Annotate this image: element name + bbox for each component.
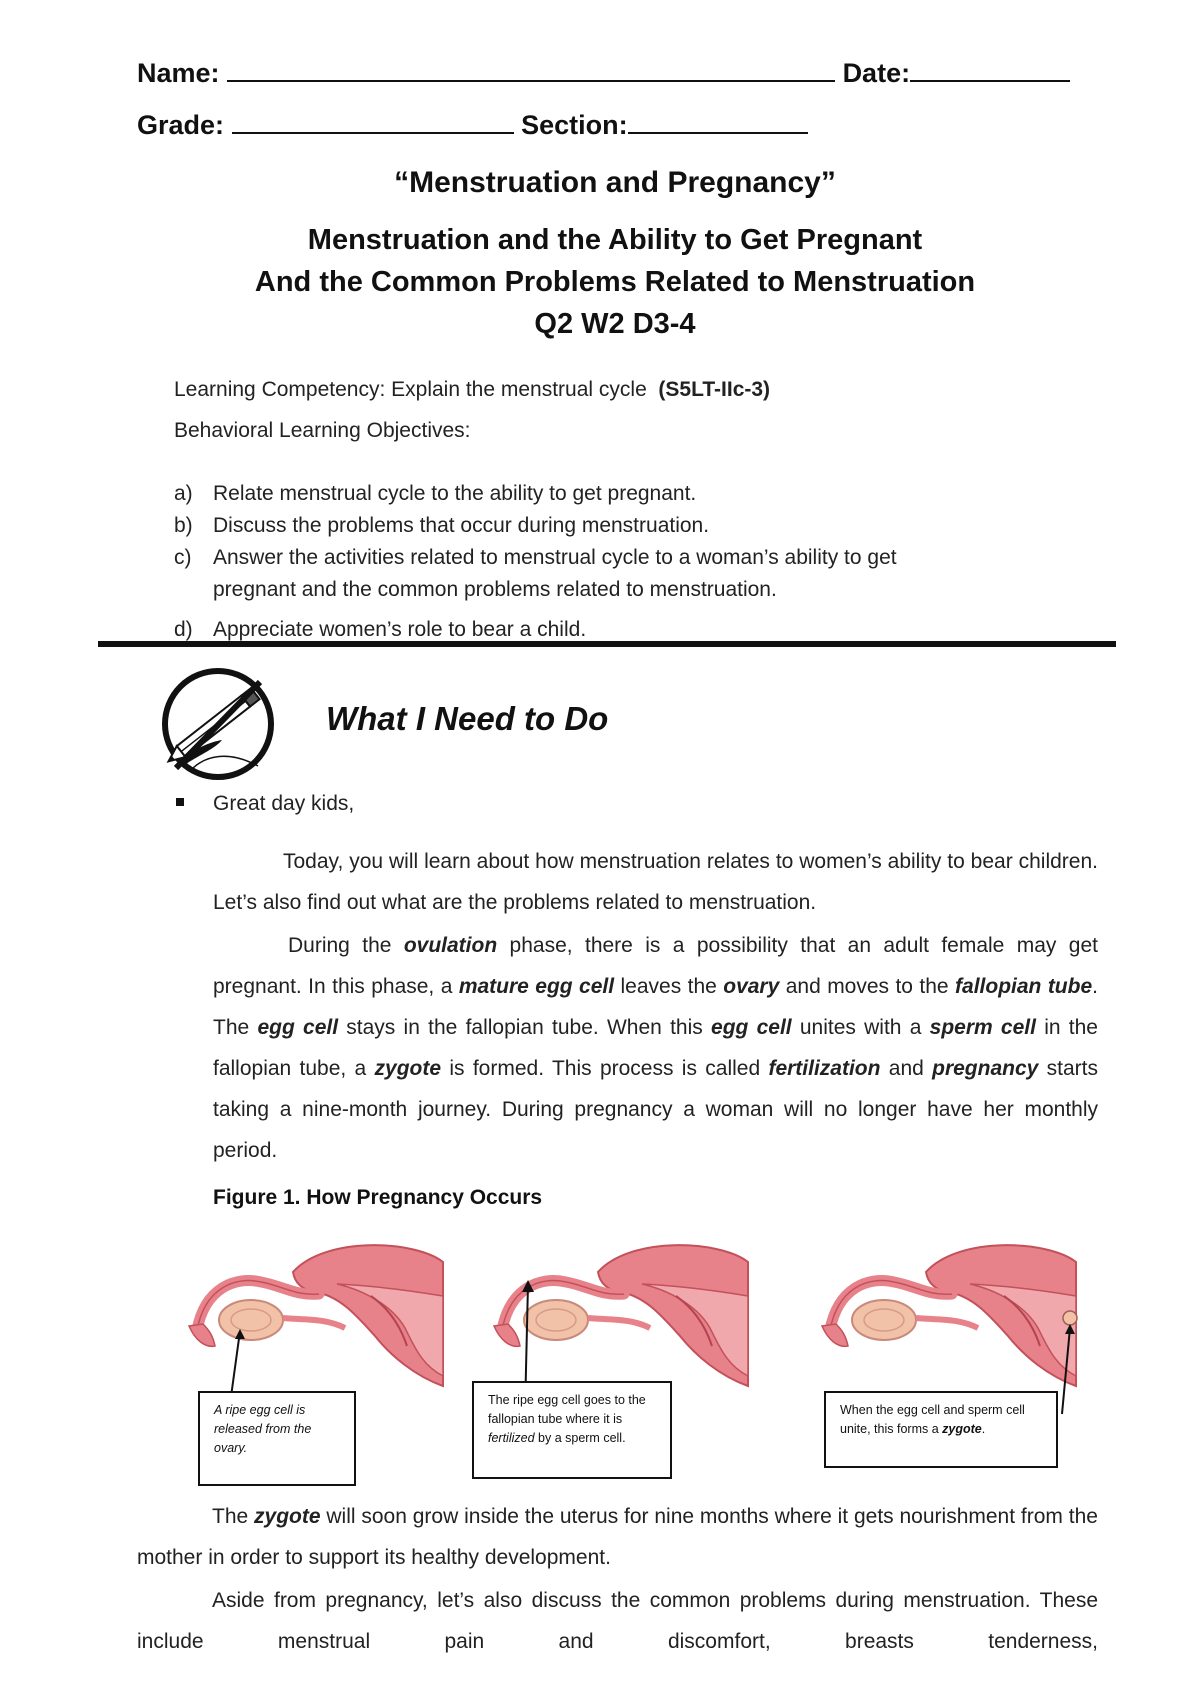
greeting: Great day kids, — [213, 792, 355, 815]
competency-text: Learning Competency: Explain the menstrual cycle — [174, 378, 647, 401]
competency-code: (S5LT-IIc-3) — [658, 378, 771, 401]
section-input-line[interactable] — [628, 132, 808, 134]
objective-b: b) Discuss the problems that occur during menstruation. — [174, 514, 710, 537]
name-input-line[interactable] — [227, 80, 835, 82]
illustration-ovary — [189, 1245, 443, 1386]
section-divider — [98, 641, 1116, 647]
subtitle-line-1: Menstruation and the Ability to Get Pregnant — [307, 224, 923, 256]
objective-c-cont: pregnant and the common problems related to menstruation. — [213, 578, 777, 601]
grade-label: Grade: — [137, 110, 225, 140]
objective-d: d) Appreciate women’s role to bear a child. — [174, 618, 587, 641]
date-label: Date: — [842, 58, 911, 88]
grade-input-line[interactable] — [232, 132, 514, 134]
name-label: Name: — [137, 58, 220, 88]
greeting-bullet — [176, 798, 184, 806]
pencil-icon — [158, 664, 278, 784]
subtitle-line-2: And the Common Problems Related to Menstruation — [254, 266, 976, 298]
ovulation-paragraph: During the ovulation phase, there is a possibility that an adult female may get pregnant. In this phase, a mature egg cell leaves the ovary and moves to the fallopian tube. The egg cell stays in the fallopian tube. When this egg cell unites with a sperm cell in the fallopian tube, a zygote is formed. This process is called fertilization and pregnancy starts taking a nine-month journey. During pregnancy a woman will no longer have her monthly period. — [213, 934, 1098, 1162]
figure-caption-2: The ripe egg cell goes to the fallopian tube where it is fertilized by a sperm cell. — [472, 1381, 672, 1479]
section-label: Section: — [521, 110, 628, 140]
zygote-paragraph: The zygote will soon grow inside the uterus for nine months where it gets nourishment from the mother in order to support its healthy development. — [137, 1505, 1098, 1569]
name-field-row — [137, 58, 1070, 89]
objective-a: a) Relate menstrual cycle to the ability to get pregnant. — [174, 482, 697, 505]
date-input-line[interactable] — [910, 80, 1070, 82]
illustration-fallopian-tube — [494, 1245, 748, 1386]
section-heading: What I Need to Do — [326, 700, 609, 737]
figure-caption-3: When the egg cell and sperm cell unite, this forms a zygote. — [824, 1391, 1058, 1468]
problems-paragraph: Aside from pregnancy, let’s also discuss the common problems during menstruation. These include menstrual pain and discomfort, breasts tenderness, — [137, 1589, 1098, 1653]
grade-field-row — [137, 110, 808, 141]
figure-caption-1: A ripe egg cell is released from the ovary. — [198, 1391, 356, 1486]
figure-title: Figure 1. How Pregnancy Occurs — [213, 1186, 543, 1209]
lesson-code: Q2 W2 D3-4 — [534, 308, 696, 340]
learning-competency — [174, 378, 770, 402]
objectives-label: Behavioral Learning Objectives: — [174, 419, 471, 442]
intro-paragraph: Today, you will learn about how menstruation relates to women’s ability to bear children. Let’s also find out what are the problems related to menstruation. — [213, 850, 1098, 914]
objective-d-clip — [174, 618, 874, 643]
objective-c: c) Answer the activities related to menstrual cycle to a woman’s ability to get — [174, 546, 897, 569]
page-title: “Menstruation and Pregnancy” — [394, 166, 836, 199]
illustration-zygote — [822, 1245, 1076, 1386]
